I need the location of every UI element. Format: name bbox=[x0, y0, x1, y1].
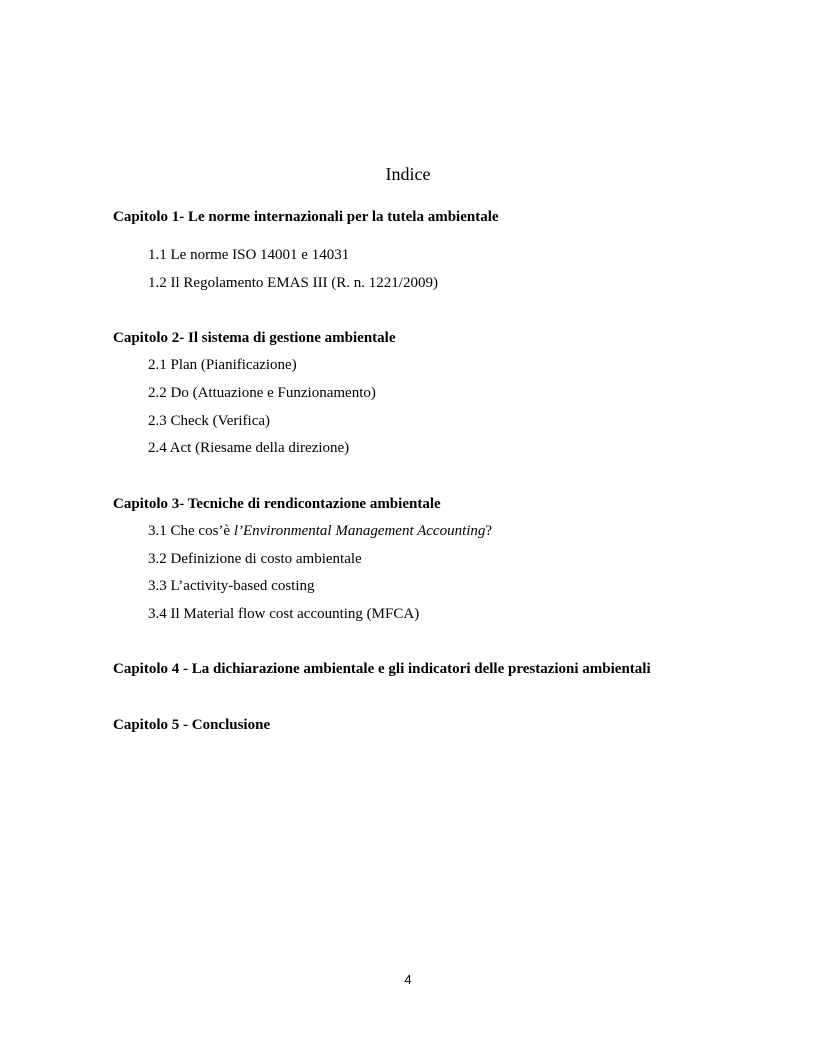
section-3-4: 3.4 Il Material flow cost accounting (MFCA) bbox=[148, 606, 420, 622]
section-3-1-suffix: ? bbox=[485, 523, 493, 539]
section-1-2: 1.2 Il Regolamento EMAS III (R. n. 1221/2009) bbox=[148, 275, 438, 291]
section-3-1-prefix: 3.1 Che cos’è bbox=[148, 523, 234, 539]
section-2-2: 2.2 Do (Attuazione e Funzionamento) bbox=[148, 385, 376, 401]
section-3-3: 3.3 L’activity-based costing bbox=[148, 578, 315, 594]
section-2-4: 2.4 Act (Riesame della direzione) bbox=[148, 440, 350, 456]
section-2-3: 2.3 Check (Verifica) bbox=[148, 413, 271, 429]
chapter-4-heading: Capitolo 4 - La dichiarazione ambientale e gli indicatori delle prestazioni ambientali bbox=[113, 661, 651, 677]
section-3-1 bbox=[148, 521, 492, 541]
page-number: 4 bbox=[404, 972, 412, 987]
page-title: Indice bbox=[385, 164, 431, 184]
chapter-5-heading: Capitolo 5 - Conclusione bbox=[113, 717, 271, 733]
section-2-1: 2.1 Plan (Pianificazione) bbox=[148, 357, 297, 373]
section-3-2: 3.2 Definizione di costo ambientale bbox=[148, 551, 362, 567]
section-3-1-italic-term: l’Environmental Management Accounting bbox=[233, 523, 486, 539]
chapter-1-heading: Capitolo 1- Le norme internazionali per la tutela ambientale bbox=[113, 209, 499, 225]
chapter-2-heading: Capitolo 2- Il sistema di gestione ambientale bbox=[113, 330, 396, 346]
section-1-1: 1.1 Le norme ISO 14001 e 14031 bbox=[148, 247, 350, 263]
chapter-3-heading: Capitolo 3- Tecniche di rendicontazione ambientale bbox=[113, 496, 441, 512]
